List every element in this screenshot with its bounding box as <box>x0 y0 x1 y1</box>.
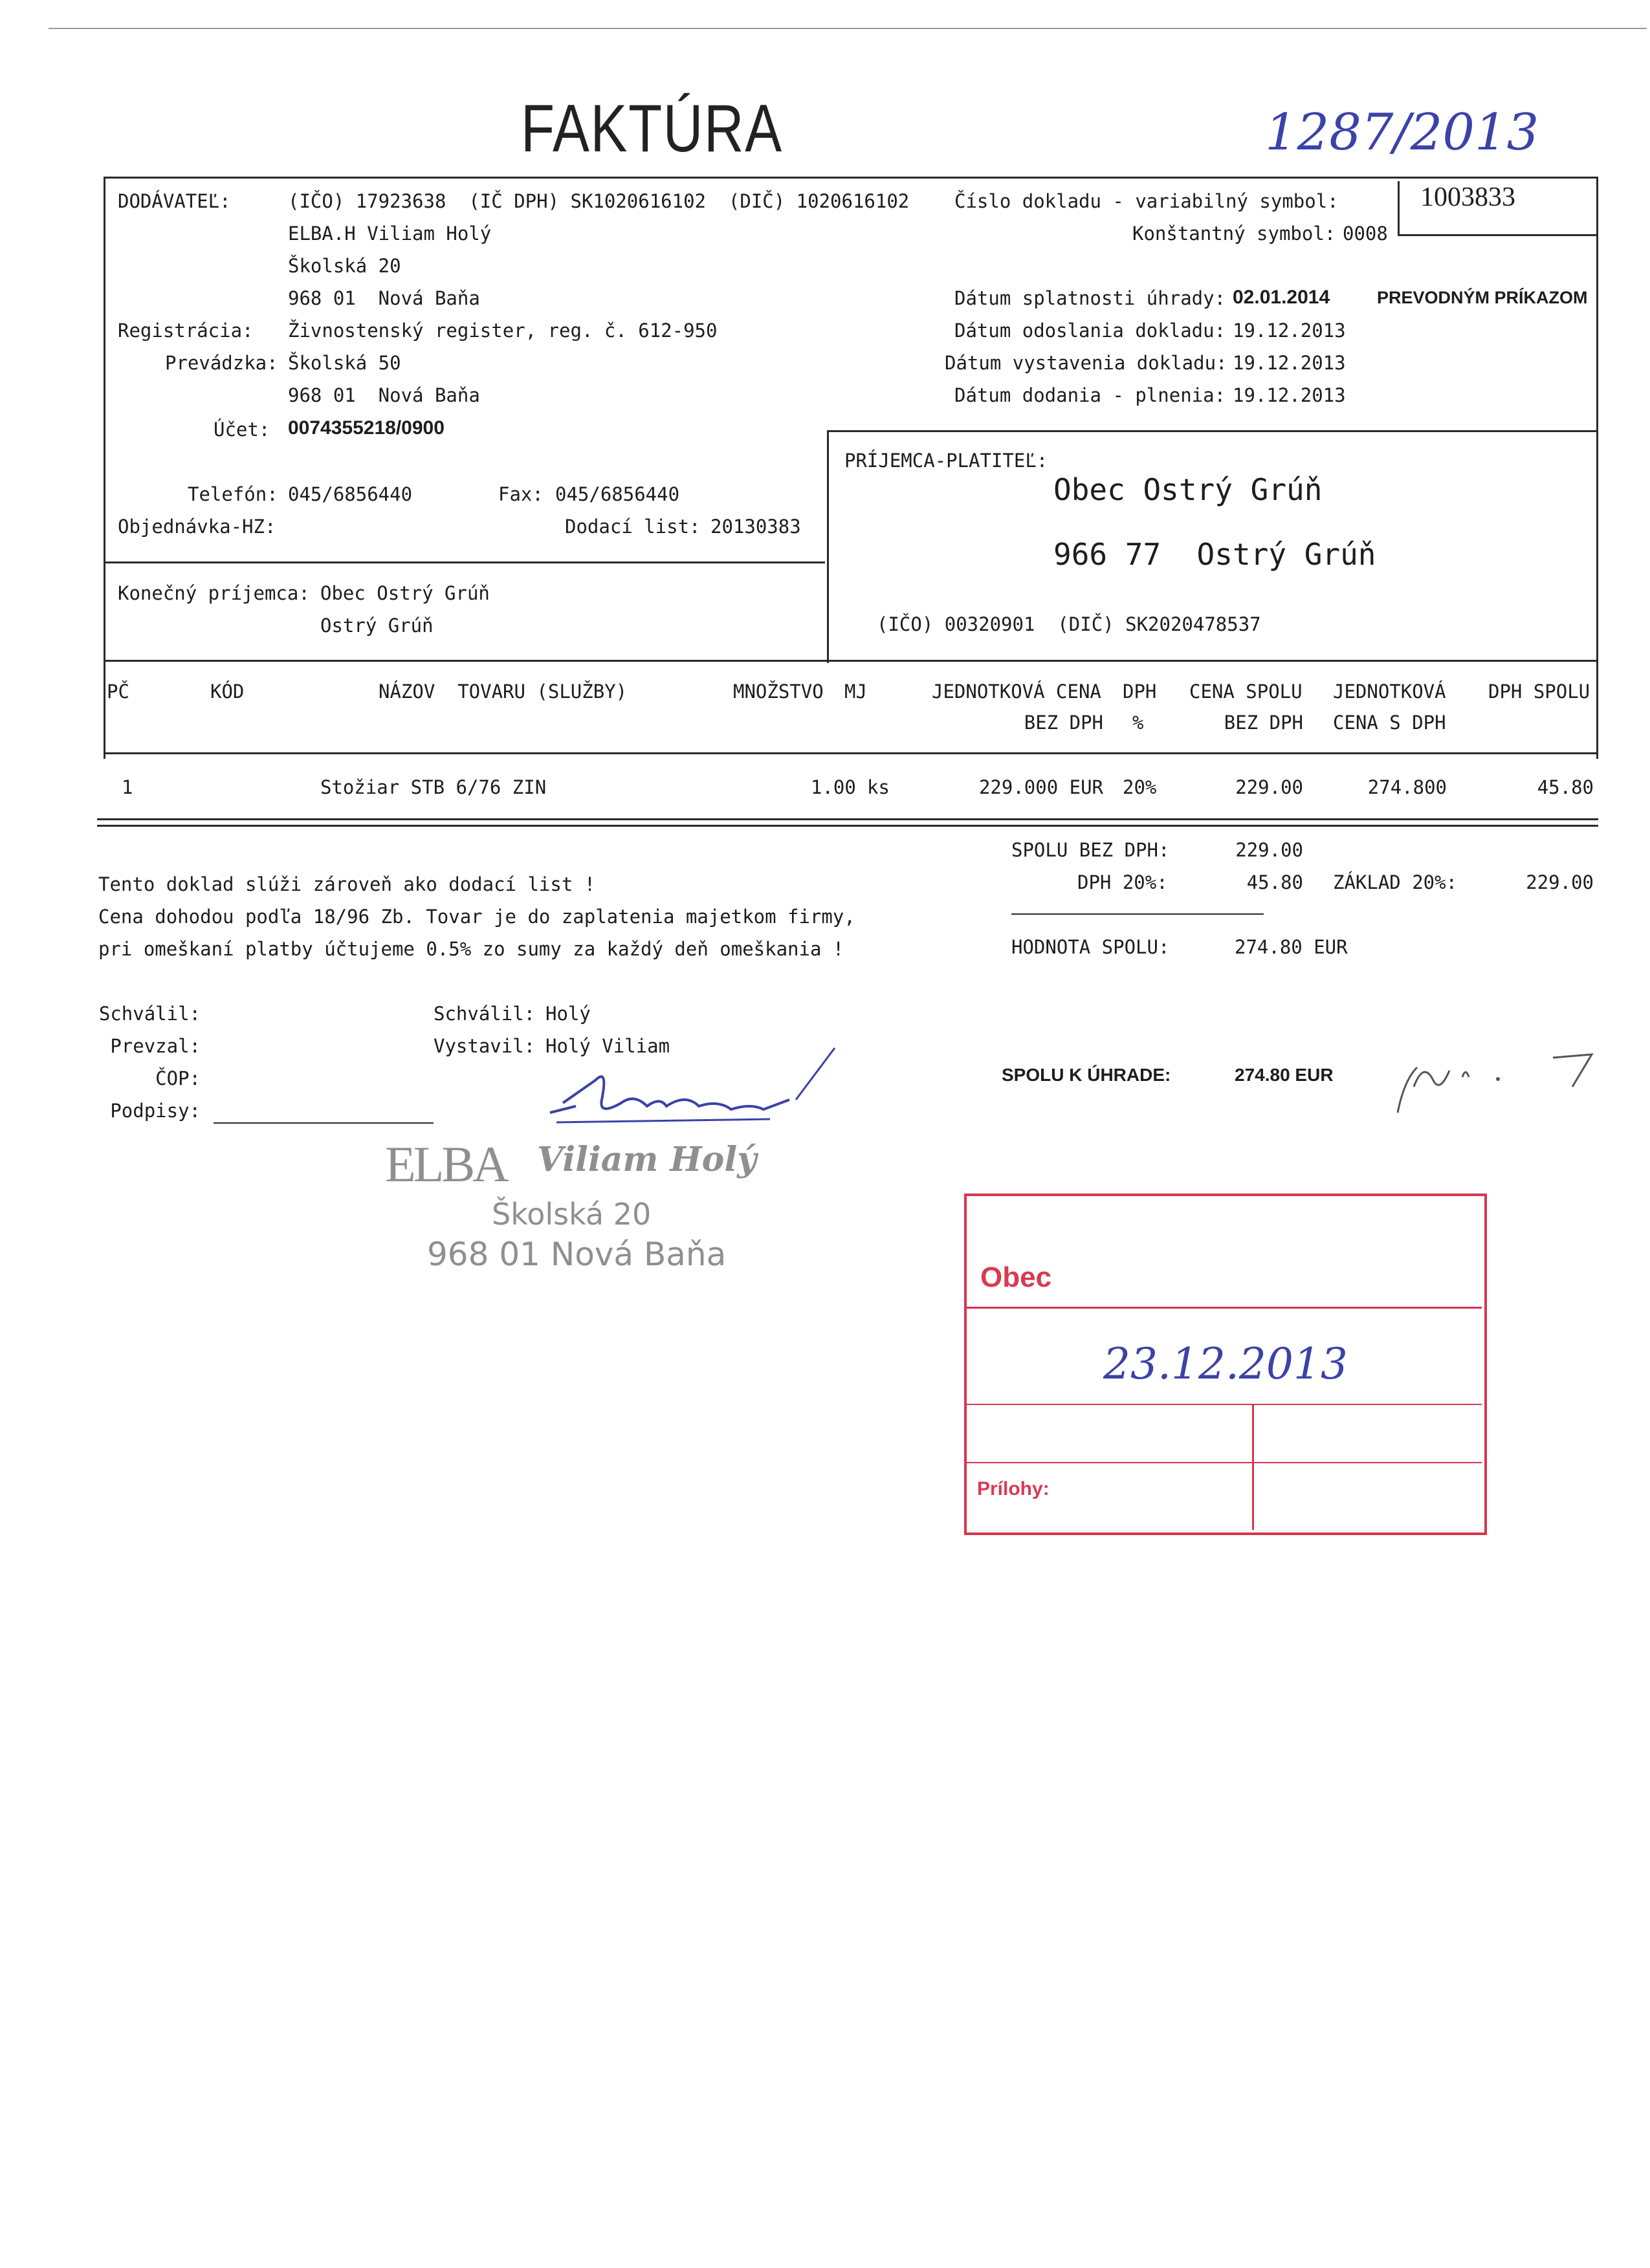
final-recipient-label: Konečný príjemca: <box>118 582 310 604</box>
issued-date-label: Dátum vystavenia dokladu: <box>945 352 1227 374</box>
final-recipient-line2: Ostrý Grúň <box>320 615 434 637</box>
net-total-value: 229.00 <box>1235 839 1303 861</box>
row-separator-2 <box>97 825 1598 827</box>
approved2-label: Schválil: <box>434 1003 536 1025</box>
account-number: 0074355218/0900 <box>288 417 445 439</box>
recipient-name: Obec Ostrý Grúň <box>1053 472 1323 507</box>
header-left-line <box>104 177 105 759</box>
row-qty: 1.00 <box>811 776 856 798</box>
note-line-1: Tento doklad slúži zároveň ako dodací list ! <box>98 873 596 895</box>
recipient-top-line <box>827 430 1597 432</box>
supplier-city: 968 01 Nová Baňa <box>288 287 480 309</box>
ks-box-bottom <box>1398 234 1598 236</box>
received-stamp-date: 23.12.2013 <box>1103 1339 1348 1389</box>
fax-number: 045/6856440 <box>555 483 680 505</box>
constant-symbol-label: Konštantný symbol: <box>1132 223 1336 245</box>
col-header-unit-price-2: BEZ DPH <box>1024 712 1103 734</box>
approved2-value: Holý <box>545 1003 591 1025</box>
net-total-label: SPOLU BEZ DPH: <box>1011 839 1170 861</box>
row-total: 229.00 <box>1235 776 1303 798</box>
constant-symbol-value: 0008 <box>1343 223 1388 245</box>
header-top-line <box>104 177 1598 179</box>
registration-label: Registrácia: <box>118 320 254 342</box>
supplier-ids: (IČO) 17923638 (IČ DPH) SK1020616102 (DIČ) 1020616102 <box>288 190 910 212</box>
received-stamp-col <box>1252 1404 1254 1530</box>
table-header-bottom-line <box>104 752 1598 754</box>
col-header-vat-1: DPH <box>1123 681 1157 703</box>
supplier-signature <box>537 1041 848 1139</box>
final-recipient-top-line <box>104 562 825 563</box>
vat-base-value: 229.00 <box>1526 871 1594 893</box>
recipient-label: PRÍJEMCA-PLATITEĽ: <box>844 450 1048 472</box>
total-value-label: HODNOTA SPOLU: <box>1011 936 1170 958</box>
totals-rule <box>1011 913 1264 915</box>
due-date-value: 02.01.2014 <box>1233 287 1330 308</box>
signature-line <box>214 1122 434 1124</box>
delivery-note-number: 20130383 <box>710 516 801 538</box>
account-label: Účet: <box>214 419 270 441</box>
col-header-unit-vat-2: CENA S DPH <box>1333 712 1446 734</box>
recipient-ids: (IČO) 00320901 (DIČ) SK2020478537 <box>877 613 1261 635</box>
stamp-street: Školská 20 <box>492 1197 652 1232</box>
registration-value: Živnostenský register, reg. č. 612-950 <box>288 320 718 342</box>
signatures-label: Podpisy: <box>110 1100 201 1122</box>
premises-label: Prevádzka: <box>165 352 278 374</box>
phone-number: 045/6856440 <box>288 483 413 505</box>
page-title: FAKTÚRA <box>521 91 783 166</box>
total-value: 274.80 EUR <box>1235 936 1348 958</box>
col-header-vat-2: % <box>1132 712 1144 734</box>
variable-symbol-label: Číslo dokladu - variabilný symbol: <box>954 190 1339 212</box>
stamp-city: 968 01 Nová Baňa <box>427 1236 727 1273</box>
cop-label: ČOP: <box>155 1067 201 1089</box>
recipient-city: 966 77 Ostrý Grúň <box>1053 537 1376 572</box>
row-name: Stožiar STB 6/76 ZIN <box>320 776 547 798</box>
col-header-nazov: NÁZOV TOVARU (SLUŽBY) <box>379 681 628 703</box>
received-stamp-divider-3 <box>966 1462 1482 1463</box>
header-right-line <box>1596 177 1598 759</box>
variable-symbol-value: 1003833 <box>1420 182 1515 212</box>
issued-date-value: 19.12.2013 <box>1233 352 1346 374</box>
vat-label: DPH 20%: <box>1077 871 1168 893</box>
payment-method: PREVODNÝM PRÍKAZOM <box>1377 288 1588 307</box>
col-header-pc: PČ <box>107 681 129 703</box>
delivered-date-label: Dátum dodania - plnenia: <box>954 384 1226 406</box>
received-stamp-prilohy: Prílohy: <box>977 1478 1050 1499</box>
handwritten-invoice-number: 1287/2013 <box>1265 104 1539 162</box>
table-top-line <box>104 660 1598 662</box>
delivered-date-value: 19.12.2013 <box>1233 384 1346 406</box>
recipient-left-line <box>827 430 829 663</box>
row-vat-total: 45.80 <box>1537 776 1594 798</box>
delivery-note-label: Dodací list: <box>565 516 701 538</box>
note-line-2: Cena dohodou podľa 18/96 Zb. Tovar je do zaplatenia majetkom firmy, <box>98 906 855 928</box>
supplier-name: ELBA.H Viliam Holý <box>288 223 492 245</box>
approved-label: Schválil: <box>98 1003 201 1025</box>
phone-label: Telefón: <box>188 483 278 505</box>
issuer-value: Holý Viliam <box>545 1035 670 1057</box>
col-header-mnozstvo: MNOŽSTVO <box>733 681 824 703</box>
received-stamp-divider-2 <box>966 1404 1482 1405</box>
row-separator-1 <box>97 818 1598 820</box>
col-header-unit-price-1: JEDNOTKOVÁ CENA <box>932 681 1101 703</box>
issuer-label: Vystavil: <box>434 1035 536 1057</box>
due-date-label: Dátum splatnosti úhrady: <box>954 287 1226 309</box>
col-header-vat-total: DPH SPOLU <box>1488 681 1590 703</box>
row-unit: ks <box>867 776 890 798</box>
final-recipient-line1: Obec Ostrý Grúň <box>320 582 490 604</box>
row-pc: 1 <box>122 776 133 798</box>
col-header-total-1: CENA SPOLU <box>1189 681 1303 703</box>
vat-base-label: ZÁKLAD 20%: <box>1333 871 1458 893</box>
col-header-unit-vat-1: JEDNOTKOVÁ <box>1333 681 1446 703</box>
note-line-3: pri omeškaní platby účtujeme 0.5% zo sumy za každý deň omeškania ! <box>98 938 844 960</box>
supplier-label: DODÁVATEĽ: <box>118 190 231 212</box>
received-stamp-divider-1 <box>966 1307 1482 1309</box>
amount-due-value: 274.80 EUR <box>1235 1065 1334 1085</box>
stamp-name: Viliam Holý <box>537 1140 757 1179</box>
fax-label: Fax: <box>498 483 544 505</box>
sent-date-value: 19.12.2013 <box>1233 320 1346 342</box>
stamp-logo: ELBA <box>385 1136 507 1192</box>
col-header-total-2: BEZ DPH <box>1224 712 1303 734</box>
recipient-signature <box>1385 1041 1605 1119</box>
row-vat-pct: 20% <box>1123 776 1157 798</box>
row-unit-price: 229.000 EUR <box>978 776 1103 798</box>
col-header-mj: MJ <box>844 681 867 703</box>
premises-street: Školská 50 <box>288 352 401 374</box>
top-rule <box>49 28 1647 29</box>
sent-date-label: Dátum odoslania dokladu: <box>954 320 1226 342</box>
row-unit-price-vat: 274.800 <box>1367 776 1447 798</box>
col-header-kod: KÓD <box>210 681 245 703</box>
order-label: Objednávka-HZ: <box>118 516 276 538</box>
amount-due-label: SPOLU K ÚHRADE: <box>1002 1065 1171 1085</box>
received-stamp-obec: Obec <box>980 1261 1052 1293</box>
received-label: Prevzal: <box>110 1035 201 1057</box>
supplier-street: Školská 20 <box>288 255 401 277</box>
vat-value: 45.80 <box>1246 871 1303 893</box>
premises-city: 968 01 Nová Baňa <box>288 384 480 406</box>
